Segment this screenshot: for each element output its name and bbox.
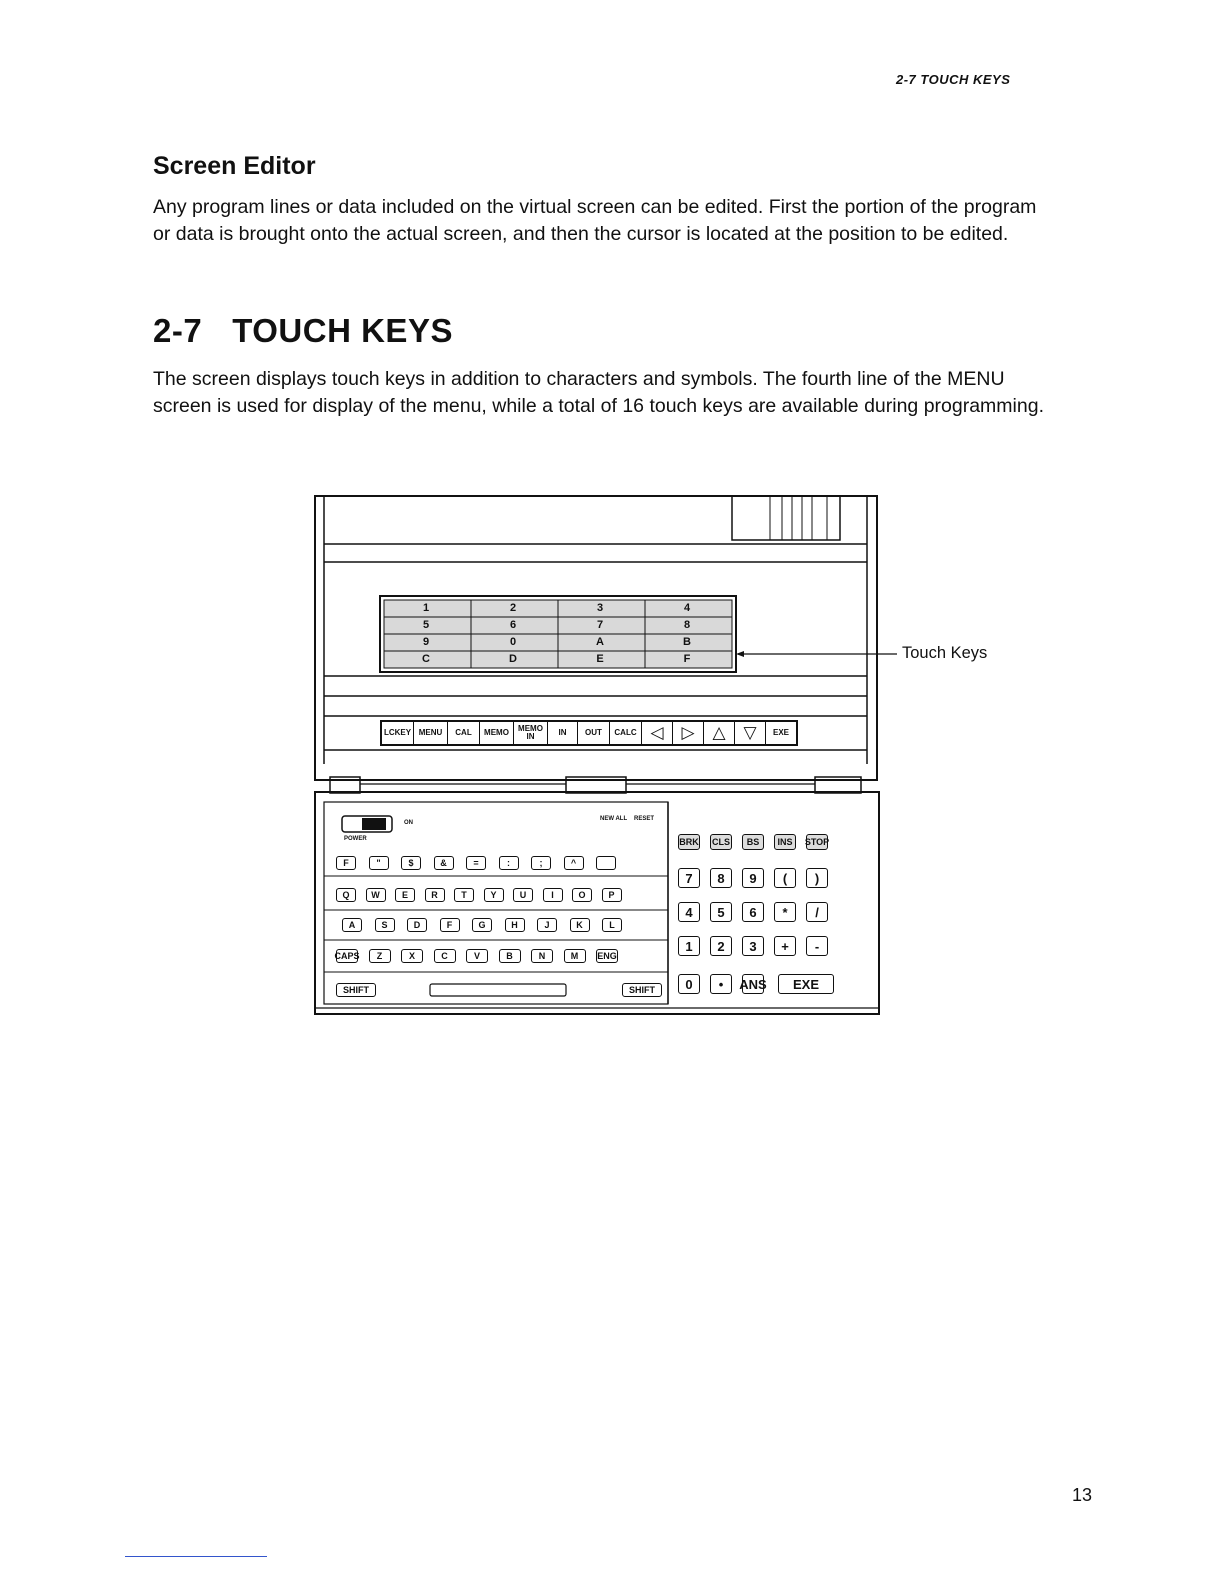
cal-touch-key[interactable]: CAL bbox=[448, 722, 480, 744]
numeric-pad-key[interactable]: 1 bbox=[678, 936, 700, 956]
lcd-touch-key[interactable]: 2 bbox=[509, 602, 517, 614]
numeric-pad-key[interactable]: 0 bbox=[678, 974, 700, 994]
qwerty-row-key[interactable]: W bbox=[366, 888, 386, 902]
lcd-touch-key[interactable]: E bbox=[596, 653, 604, 665]
reset-label: RESET bbox=[634, 816, 655, 822]
home-row-key[interactable]: A bbox=[342, 918, 362, 932]
new-all-label: NEW ALL bbox=[600, 816, 628, 822]
numeric-pad-key[interactable]: • bbox=[710, 974, 732, 994]
numeric-pad-key[interactable]: INS bbox=[774, 834, 796, 850]
left-arrow-touch-key[interactable]: ◁ bbox=[642, 722, 673, 744]
shift-left-key[interactable]: SHIFT bbox=[336, 983, 376, 997]
numeric-pad-key[interactable]: BRK bbox=[678, 834, 700, 850]
bottom-row-key[interactable]: ENG bbox=[597, 951, 617, 961]
qwerty-row-key[interactable]: U bbox=[513, 888, 533, 902]
page-number: 13 bbox=[1072, 1485, 1093, 1505]
numeric-pad-key[interactable]: 7 bbox=[678, 868, 700, 888]
home-row-key[interactable]: J bbox=[537, 918, 557, 932]
menu-touch-key[interactable]: MENU bbox=[414, 722, 448, 744]
screen-editor-heading: Screen Editor bbox=[153, 152, 316, 180]
home-row-key[interactable]: K bbox=[570, 918, 590, 932]
section-heading bbox=[153, 312, 453, 350]
function-row-key[interactable]: ; bbox=[531, 856, 551, 870]
memo-in-touch-key[interactable]: MEMO IN bbox=[514, 722, 548, 744]
lcd-touch-key[interactable]: 9 bbox=[422, 636, 430, 648]
in-touch-key[interactable]: IN bbox=[548, 722, 578, 744]
section-number: 2-7 bbox=[153, 312, 203, 349]
numeric-pad-key[interactable]: 2 bbox=[710, 936, 732, 956]
numeric-pad-key[interactable]: EXE bbox=[778, 974, 834, 994]
on-label: ON bbox=[404, 820, 413, 826]
home-row-key[interactable]: H bbox=[505, 918, 525, 932]
numeric-pad-key[interactable]: 4 bbox=[678, 902, 700, 922]
touch-keys-callout: Touch Keys bbox=[902, 644, 988, 662]
power-label: POWER bbox=[344, 836, 367, 842]
running-head: 2-7 TOUCH KEYS bbox=[896, 72, 1011, 87]
lcd-touch-key[interactable]: 4 bbox=[683, 602, 691, 614]
numeric-pad-key[interactable]: ( bbox=[774, 868, 796, 888]
function-row-key[interactable] bbox=[596, 856, 616, 870]
bottom-row-key[interactable]: CAPS bbox=[334, 951, 360, 961]
numeric-pad-key[interactable]: - bbox=[806, 936, 828, 956]
numeric-pad-key[interactable]: 8 bbox=[710, 868, 732, 888]
numeric-pad-key[interactable]: 9 bbox=[742, 868, 764, 888]
lcd-touch-key[interactable]: 0 bbox=[509, 636, 517, 648]
bottom-row-key[interactable]: N bbox=[531, 949, 553, 963]
out-touch-key[interactable]: OUT bbox=[578, 722, 610, 744]
function-row-key[interactable]: $ bbox=[401, 856, 421, 870]
bottom-row-key[interactable]: B bbox=[499, 949, 521, 963]
lcd-touch-key[interactable]: B bbox=[683, 636, 691, 648]
numeric-pad-key[interactable]: 5 bbox=[710, 902, 732, 922]
bottom-row-key[interactable]: C bbox=[434, 949, 456, 963]
numeric-pad-key[interactable]: BS bbox=[742, 834, 764, 850]
bottom-row-key[interactable]: M bbox=[564, 949, 586, 963]
computer-outline bbox=[312, 494, 1002, 1024]
shift-right-key[interactable]: SHIFT bbox=[622, 983, 662, 997]
lcd-touch-key[interactable]: A bbox=[596, 636, 604, 648]
numeric-pad-key[interactable]: CLS bbox=[710, 834, 732, 850]
home-row-key[interactable]: G bbox=[472, 918, 492, 932]
function-row-key[interactable]: & bbox=[434, 856, 454, 870]
calc-touch-key[interactable]: CALC bbox=[610, 722, 642, 744]
numeric-pad-key[interactable]: STOP bbox=[806, 834, 828, 850]
home-row-key[interactable]: S bbox=[375, 918, 395, 932]
screen-editor-paragraph: Any program lines or data included on the virtual screen can be edited. First the portion of the program or data is brought onto the actual screen, and then the cursor is located at the position to be edited. bbox=[153, 196, 1037, 245]
qwerty-row-key[interactable]: O bbox=[572, 888, 592, 902]
numeric-pad-key[interactable]: + bbox=[774, 936, 796, 956]
qwerty-row-key[interactable]: P bbox=[602, 888, 622, 902]
lcd-touch-key[interactable]: D bbox=[509, 653, 517, 665]
numeric-pad-key[interactable]: ANS bbox=[742, 974, 764, 994]
numeric-pad-key[interactable]: / bbox=[806, 902, 828, 922]
lcd-touch-key[interactable]: 6 bbox=[509, 619, 517, 631]
pocket-computer-figure bbox=[312, 494, 1002, 1024]
lcd-touch-key[interactable]: 8 bbox=[683, 619, 691, 631]
lckey-touch-key[interactable]: LCKEY bbox=[382, 722, 414, 744]
function-row-key[interactable]: ^ bbox=[564, 856, 584, 870]
numeric-pad-key[interactable]: 6 bbox=[742, 902, 764, 922]
numeric-pad-key[interactable]: * bbox=[774, 902, 796, 922]
right-arrow-touch-key[interactable]: ▷ bbox=[673, 722, 704, 744]
qwerty-row-key[interactable]: T bbox=[454, 888, 474, 902]
home-row-key[interactable]: D bbox=[407, 918, 427, 932]
qwerty-row-key[interactable]: E bbox=[395, 888, 415, 902]
home-row-key[interactable]: L bbox=[602, 918, 622, 932]
qwerty-row-key[interactable]: R bbox=[425, 888, 445, 902]
qwerty-row-key[interactable]: Q bbox=[336, 888, 356, 902]
numeric-pad-key[interactable]: 3 bbox=[742, 936, 764, 956]
qwerty-row-key[interactable]: Y bbox=[484, 888, 504, 902]
function-row-key[interactable]: : bbox=[499, 856, 519, 870]
exe-touch-key[interactable]: EXE bbox=[772, 728, 789, 737]
down-arrow-touch-key[interactable]: ▽ bbox=[735, 722, 766, 744]
function-row-key[interactable]: " bbox=[369, 856, 389, 870]
up-arrow-touch-key[interactable]: △ bbox=[704, 722, 735, 744]
lcd-touch-key[interactable]: C bbox=[422, 653, 430, 665]
bottom-row-key[interactable]: X bbox=[401, 949, 423, 963]
qwerty-row-key[interactable]: I bbox=[543, 888, 563, 902]
touch-keys-paragraph: The screen displays touch keys in addition to characters and symbols. The fourth line of the MENU screen is used for display of the menu, while a total of 16 touch keys are available during programming. bbox=[153, 368, 1044, 417]
lcd-touch-key[interactable]: 1 bbox=[422, 602, 430, 614]
touch-key-row bbox=[380, 720, 798, 746]
lcd-touch-key[interactable]: 5 bbox=[422, 619, 430, 631]
bottom-row-key[interactable]: Z bbox=[369, 949, 391, 963]
section-title: TOUCH KEYS bbox=[232, 312, 453, 349]
footer-rule bbox=[125, 1556, 267, 1557]
lcd-touch-key[interactable]: 3 bbox=[596, 602, 604, 614]
numeric-pad-key[interactable]: ) bbox=[806, 868, 828, 888]
memo-touch-key[interactable]: MEMO bbox=[480, 722, 514, 744]
bottom-row-key[interactable]: V bbox=[466, 949, 488, 963]
function-row-key[interactable]: = bbox=[466, 856, 486, 870]
home-row-key[interactable]: F bbox=[440, 918, 460, 932]
function-row-key[interactable]: F bbox=[336, 856, 356, 870]
lcd-touch-key[interactable]: F bbox=[683, 653, 691, 665]
lcd-touch-key[interactable]: 7 bbox=[596, 619, 604, 631]
